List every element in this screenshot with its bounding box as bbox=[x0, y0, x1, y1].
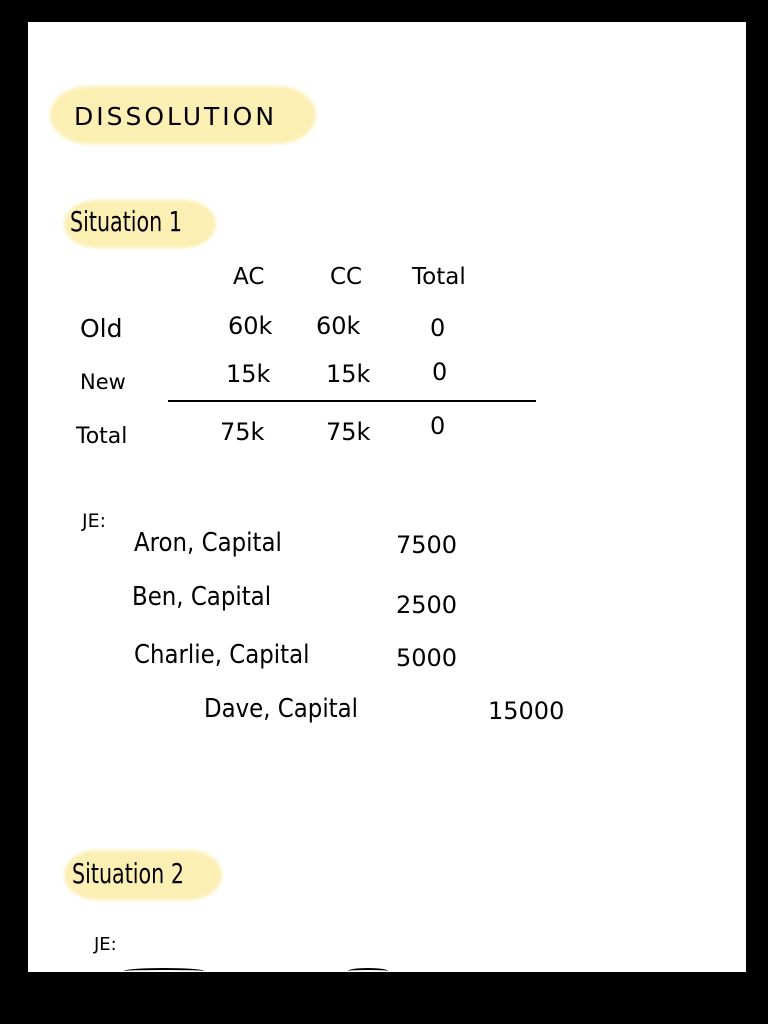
journal-amount-aron: 7500 bbox=[396, 531, 458, 559]
journal-amount-charlie: 5000 bbox=[396, 644, 458, 672]
journal-account-ben: Ben, Capital bbox=[132, 582, 272, 612]
column-header-total: Total bbox=[412, 264, 466, 290]
cell-total-total: 0 bbox=[430, 412, 446, 440]
cell-old-total: 0 bbox=[430, 314, 446, 342]
journal-account-aron: Aron, Capital bbox=[134, 528, 282, 558]
situation1-heading: Situation 1 bbox=[70, 205, 182, 238]
cell-new-ac: 15k bbox=[226, 360, 271, 388]
cell-new-cc: 15k bbox=[326, 360, 371, 388]
column-header-cc: CC bbox=[330, 264, 363, 290]
situation2-journal-label: JE: bbox=[94, 934, 117, 955]
journal-amount-ben: 2500 bbox=[396, 591, 458, 619]
journal-account-dave: Dave, Capital bbox=[204, 694, 359, 724]
cell-new-total: 0 bbox=[432, 358, 448, 386]
note-page bbox=[28, 22, 746, 972]
page-title: DISSOLUTION bbox=[74, 102, 278, 131]
journal-amount-dave: 15000 bbox=[488, 697, 565, 725]
cut-off-handwriting bbox=[348, 968, 388, 972]
cell-total-ac: 75k bbox=[220, 418, 265, 446]
row-label-total: Total bbox=[76, 424, 128, 449]
journal-label: JE: bbox=[82, 510, 107, 532]
cell-old-ac: 60k bbox=[228, 312, 273, 340]
situation2-heading: Situation 2 bbox=[72, 857, 184, 890]
cut-off-handwriting bbox=[124, 968, 204, 972]
row-label-old: Old bbox=[80, 314, 123, 343]
row-label-new: New bbox=[80, 370, 126, 394]
journal-account-charlie: Charlie, Capital bbox=[134, 640, 310, 670]
column-header-ac: AC bbox=[233, 264, 265, 290]
cell-old-cc: 60k bbox=[316, 312, 361, 340]
cell-total-cc: 75k bbox=[326, 418, 371, 446]
total-underline bbox=[168, 400, 536, 402]
